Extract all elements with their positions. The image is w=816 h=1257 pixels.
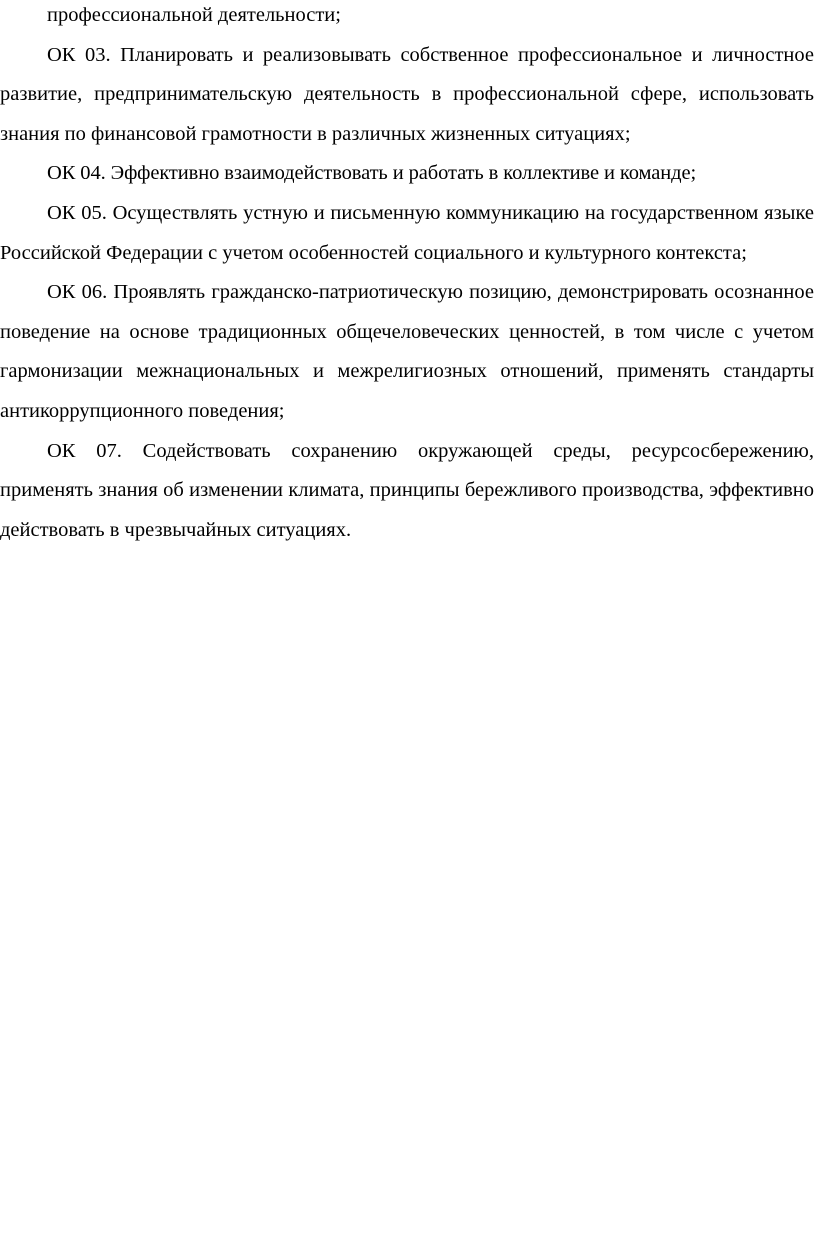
paragraph-continuation: профессиональной деятельности; — [47, 4, 341, 26]
paragraph-ok-07: ОК 07. Содействовать сохранению окружающей среды, ресурсосбережению, применять знания об изменении климата, принципы бережливого производства, эффективно действовать в чрезвычайных ситуациях. — [0, 439, 814, 541]
paragraph-ok-03: ОК 03. Планировать и реализовывать собственное профессиональное и личностное развитие, предпринимательскую деятельность в профессиональной сфере, использовать знания по финансовой грамотности в различных жизненных ситуациях; — [0, 43, 814, 145]
document-body — [0, 0, 814, 550]
paragraph-ok-05: ОК 05. Осуществлять устную и письменную коммуникацию на государственном языке Российской Федерации с учетом особенностей социального и культурного контекста; — [0, 201, 814, 264]
paragraph-ok-04: ОК 04. Эффективно взаимодействовать и работать в коллективе и команде; — [47, 162, 697, 185]
paragraph-ok-06: ОК 06. Проявлять гражданско-патриотическую позицию, демонстрировать осознанное поведение на основе традиционных общечеловеческих ценностей, в том числе с учетом гармонизации межнациональных и межрелигиозных отношений, применять стандарты антикоррупционного поведения; — [0, 281, 814, 422]
